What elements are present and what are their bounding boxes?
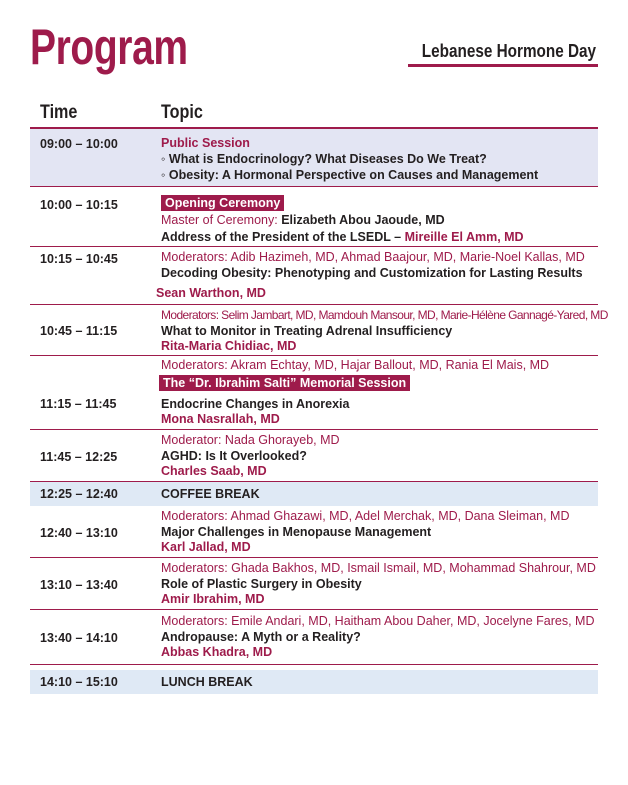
break-row bbox=[30, 670, 598, 694]
section-title: Public Session bbox=[161, 136, 250, 150]
row-time: 12:40 – 13:10 bbox=[40, 526, 118, 540]
event-underline bbox=[408, 64, 598, 67]
row-time: 11:15 – 11:45 bbox=[40, 397, 117, 411]
list-item: ◦ Obesity: A Hormonal Perspective on Causes and Management bbox=[161, 168, 539, 182]
row-time: 13:40 – 14:10 bbox=[40, 631, 118, 645]
session-tag: Opening Ceremony bbox=[161, 196, 284, 211]
row-time: 12:25 – 12:40 bbox=[40, 487, 118, 501]
speaker: Charles Saab, MD bbox=[161, 464, 267, 478]
moderators: Moderators: Selim Jambart, MD, Mamdouh Mansour, MD, Marie-Hélène Gannagé-Yared, MD bbox=[161, 308, 608, 322]
schedule-row bbox=[30, 356, 598, 430]
moderators: Moderators: Ghada Bakhos, MD, Ismail Ismail, MD, Mohammad Shahrour, MD bbox=[161, 561, 596, 575]
moderators: Moderators: Ahmad Ghazawi, MD, Adel Merchak, MD, Dana Sleiman, MD bbox=[161, 509, 570, 523]
session-tag: The “Dr. Ibrahim Salti” Memorial Session bbox=[159, 376, 410, 391]
schedule-row bbox=[30, 187, 598, 247]
talk-title: Major Challenges in Menopause Management bbox=[161, 525, 432, 539]
row-time: 14:10 – 15:10 bbox=[40, 675, 118, 689]
speaker: Amir Ibrahim, MD bbox=[161, 592, 265, 606]
column-header-topic: Topic bbox=[161, 102, 203, 123]
speaker: Karl Jallad, MD bbox=[161, 540, 251, 554]
list-item: ◦ What is Endocrinology? What Diseases Do We Treat? bbox=[161, 152, 487, 166]
schedule-row bbox=[30, 129, 598, 187]
master-of-ceremony: Master of Ceremony: Elizabeth Abou Jaoude, MD bbox=[161, 213, 445, 227]
talk-title: Decoding Obesity: Phenotyping and Customization for Lasting Results bbox=[161, 266, 583, 280]
schedule-row bbox=[30, 305, 608, 356]
talk-title: Endocrine Changes in Anorexia bbox=[161, 397, 350, 411]
break-label: LUNCH BREAK bbox=[161, 675, 253, 689]
talk-title: What to Monitor in Treating Adrenal Insufficiency bbox=[161, 324, 453, 338]
column-header-time: Time bbox=[40, 102, 78, 123]
schedule-row bbox=[30, 247, 598, 305]
schedule-row bbox=[30, 610, 598, 665]
row-time: 13:10 – 13:40 bbox=[40, 578, 118, 592]
schedule-row bbox=[30, 430, 598, 482]
event-name: Lebanese Hormone Day bbox=[421, 41, 596, 61]
row-time: 11:45 – 12:25 bbox=[40, 450, 118, 464]
talk-title: Andropause: A Myth or a Reality? bbox=[161, 630, 361, 644]
moderators: Moderators: Emile Andari, MD, Haitham Abou Daher, MD, Jocelyne Fares, MD bbox=[161, 614, 595, 628]
talk-title: Role of Plastic Surgery in Obesity bbox=[161, 577, 362, 591]
schedule-row bbox=[30, 558, 598, 610]
page-title: Program bbox=[30, 19, 188, 75]
row-time: 10:00 – 10:15 bbox=[40, 198, 118, 212]
moderators: Moderator: Nada Ghorayeb, MD bbox=[161, 433, 340, 447]
row-time: 10:45 – 11:15 bbox=[40, 324, 118, 338]
moderators: Moderators: Akram Echtay, MD, Hajar Ballout, MD, Rania El Mais, MD bbox=[161, 358, 550, 372]
row-time: 09:00 – 10:00 bbox=[40, 137, 118, 151]
moderators: Moderators: Adib Hazimeh, MD, Ahmad Baajour, MD, Marie-Noel Kallas, MD bbox=[161, 250, 585, 264]
row-time: 10:15 – 10:45 bbox=[40, 252, 118, 266]
president-address: Address of the President of the LSEDL – Mireille El Amm, MD bbox=[161, 230, 524, 244]
break-row bbox=[30, 482, 598, 506]
speaker: Sean Warthon, MD bbox=[156, 286, 266, 300]
speaker: Rita-Maria Chidiac, MD bbox=[161, 339, 297, 353]
talk-title: AGHD: Is It Overlooked? bbox=[161, 449, 307, 463]
speaker: Mona Nasrallah, MD bbox=[161, 412, 280, 426]
speaker: Abbas Khadra, MD bbox=[161, 645, 273, 659]
break-label: COFFEE BREAK bbox=[161, 487, 260, 501]
schedule-row bbox=[30, 506, 598, 558]
